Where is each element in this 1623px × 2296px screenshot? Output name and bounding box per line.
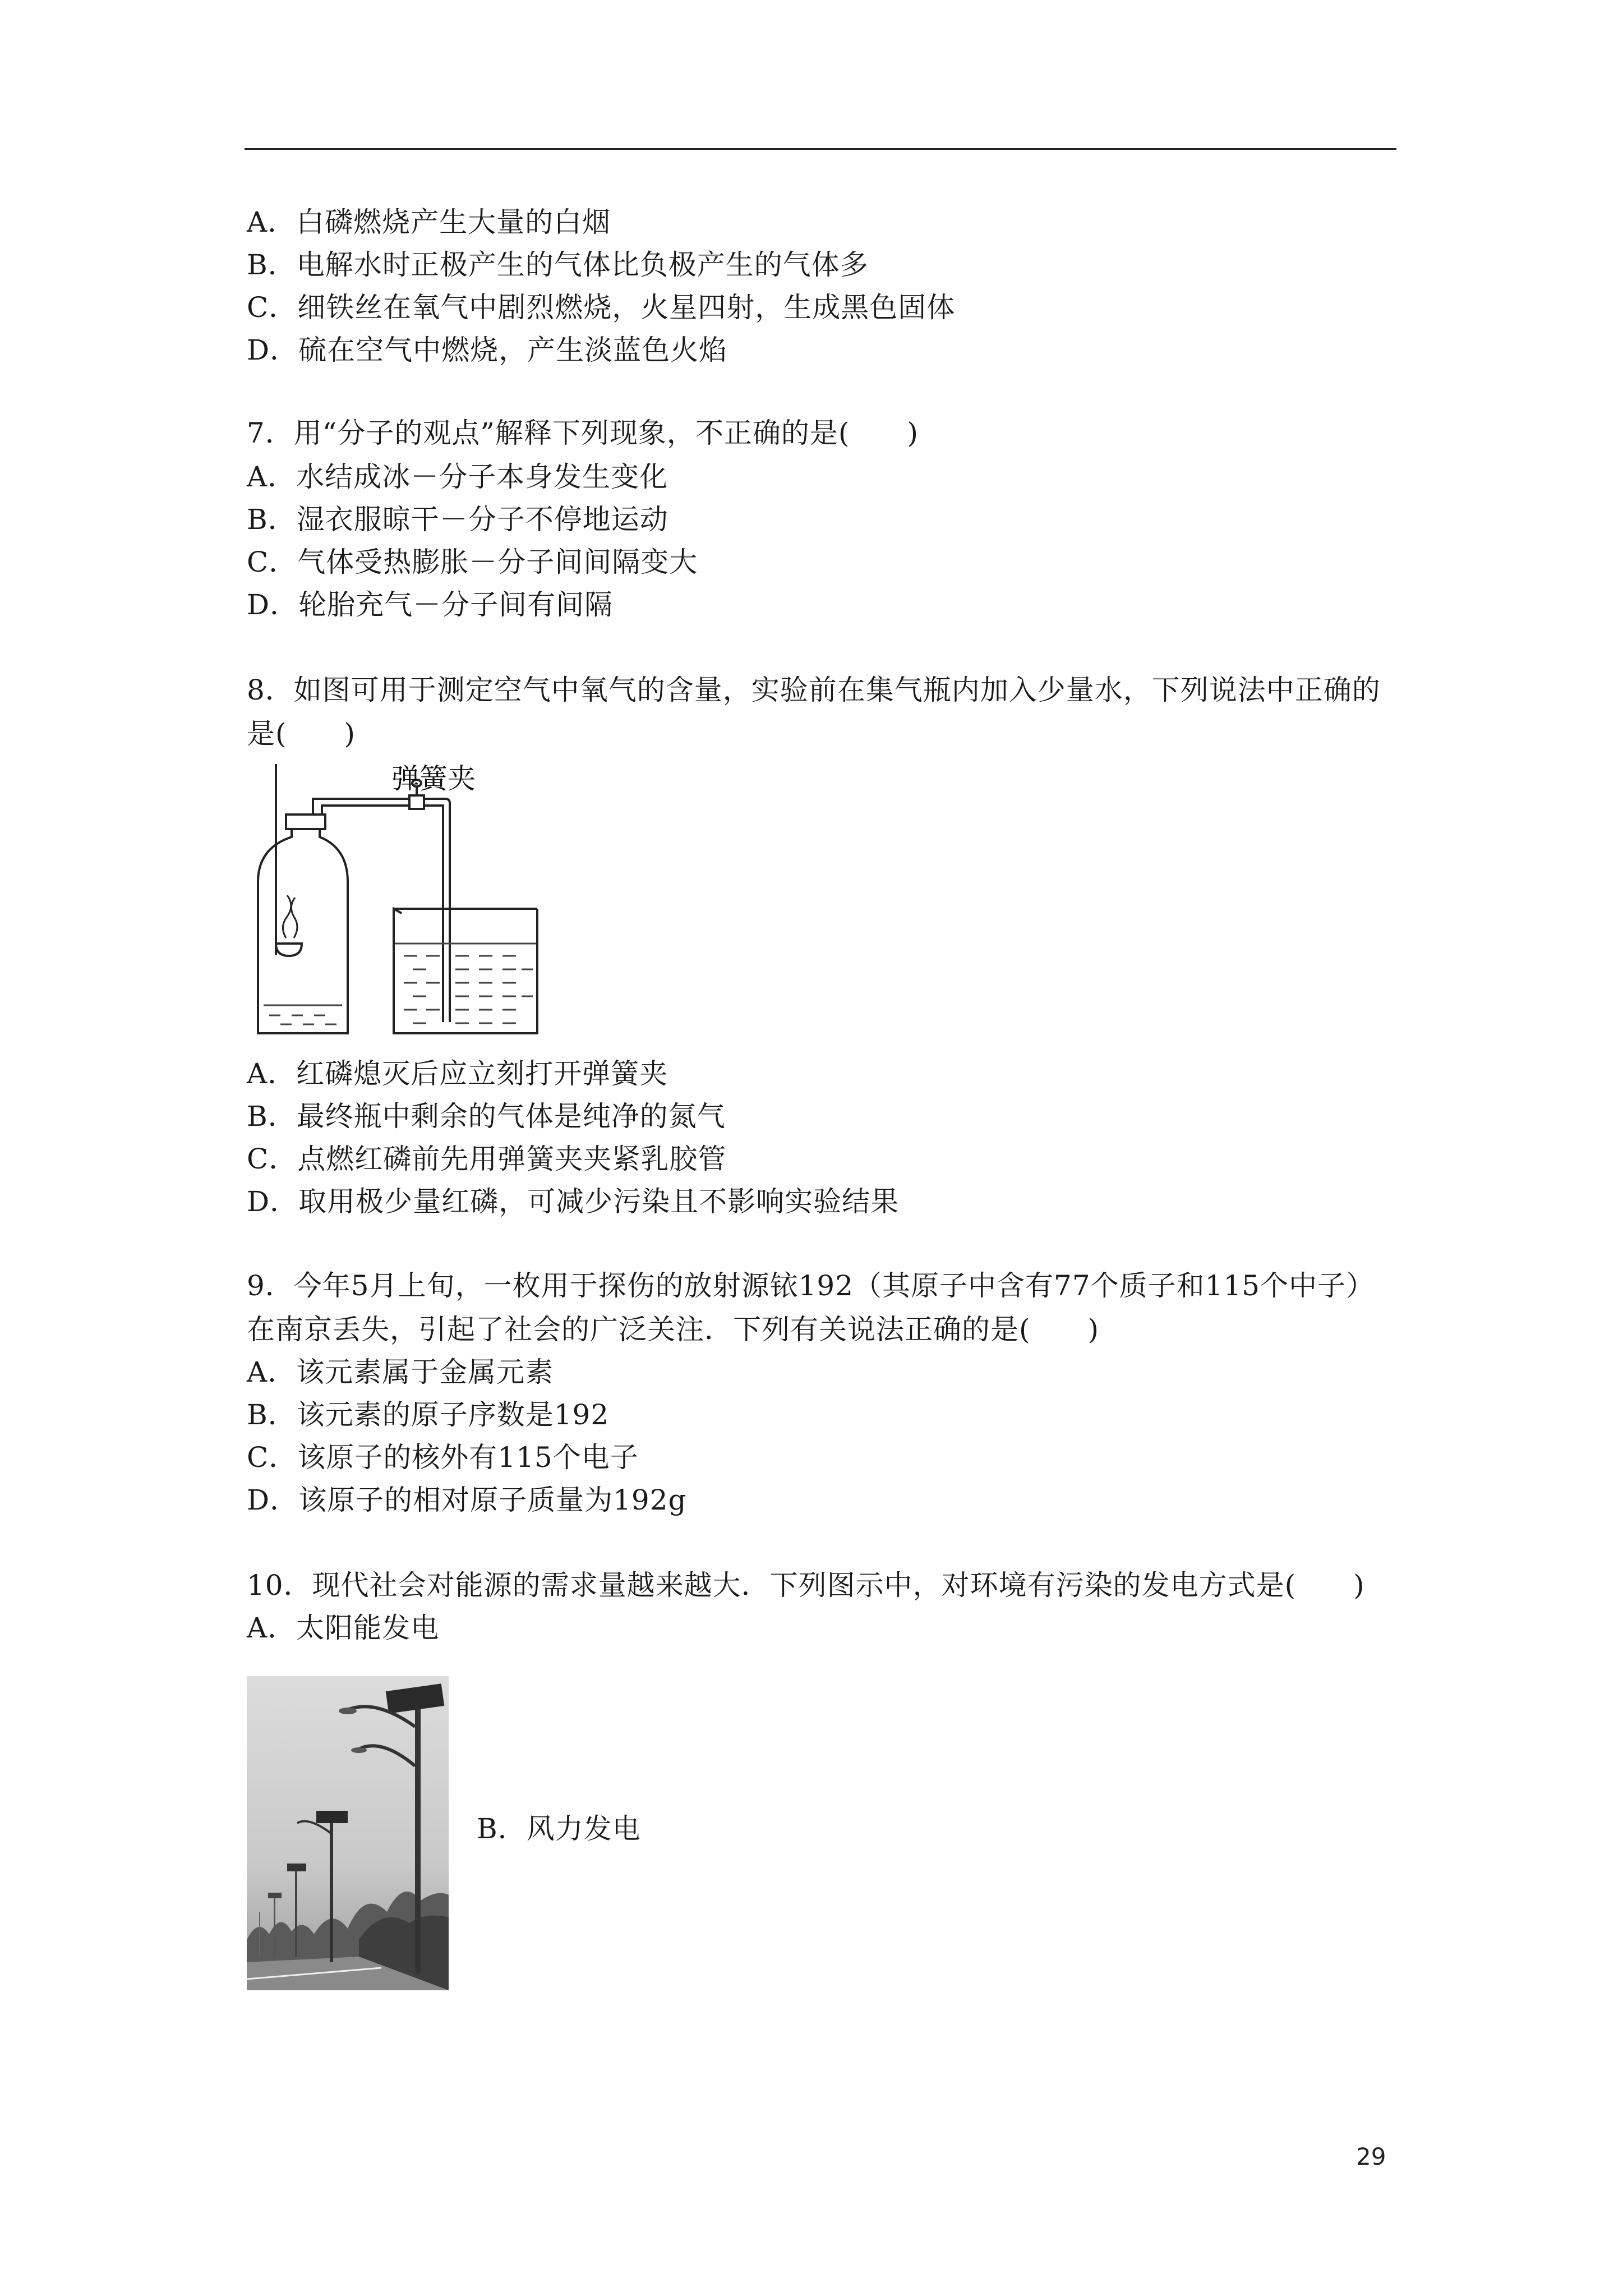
header-rule xyxy=(245,148,1396,150)
q6-option-a: A．白磷燃烧产生大量的白烟 xyxy=(247,206,611,238)
solar-streetlight-image xyxy=(247,1676,449,1990)
q7-option-d: D．轮胎充气－分子间有间隔 xyxy=(247,588,614,621)
q6-option-c: C．细铁丝在氧气中剧烈燃烧，火星四射，生成黑色固体 xyxy=(247,291,956,324)
q6-option-b: B．电解水时正极产生的气体比负极产生的气体多 xyxy=(247,249,869,281)
q8-option-c: C．点燃红磷前先用弹簧夹夹紧乳胶管 xyxy=(247,1143,727,1175)
q9-option-d: D．该原子的相对原子质量为192g xyxy=(247,1484,687,1516)
q6-option-d: D．硫在空气中燃烧，产生淡蓝色火焰 xyxy=(247,334,728,366)
q9-stem-line2: 在南京丢失，引起了社会的广泛关注．下列有关说法正确的是( ) xyxy=(247,1313,1100,1346)
q7-stem: 7．用“分子的观点”解释下列现象，不正确的是( ) xyxy=(247,417,919,449)
oxygen-apparatus-figure xyxy=(247,758,561,1045)
q10-option-b: B．风力发电 xyxy=(477,1812,641,1845)
q9-option-c: C．该原子的核外有115个电子 xyxy=(247,1441,639,1474)
spring-clip-label: 弹簧夹 xyxy=(391,762,476,795)
apparatus-diagram xyxy=(247,758,561,1045)
q8-stem-line1: 8．如图可用于测定空气中氧气的含量，实验前在集气瓶内加入少量水，下列说法中正确的 xyxy=(247,674,1381,706)
q8-option-b: B．最终瓶中剩余的气体是纯净的氮气 xyxy=(247,1100,726,1133)
q10-stem: 10．现代社会对能源的需求量越来越大．下列图示中，对环境有污染的发电方式是( ) xyxy=(247,1569,1365,1602)
q8-option-d: D．取用极少量红磷，可减少污染且不影响实验结果 xyxy=(247,1185,900,1218)
q9-option-a: A．该元素属于金属元素 xyxy=(247,1356,554,1388)
solar-streetlight-photo xyxy=(247,1676,449,1990)
q8-stem-line2: 是( ) xyxy=(247,717,356,750)
q7-option-c: C．气体受热膨胀－分子间间隔变大 xyxy=(247,546,698,578)
q7-option-a: A．水结成冰－分子本身发生变化 xyxy=(247,461,668,493)
q9-option-b: B．该元素的原子序数是192 xyxy=(247,1398,610,1431)
q9-stem-line1: 9．今年5月上旬，一枚用于探伤的放射源铱192（其原子中含有77个质子和115个中子） xyxy=(247,1269,1375,1302)
page-number: 29 xyxy=(1356,2143,1386,2170)
q7-option-b: B．湿衣服晾干－分子不停地运动 xyxy=(247,503,668,536)
q8-option-a: A．红磷熄灭后应立刻打开弹簧夹 xyxy=(247,1057,668,1090)
q10-option-a: A．太阳能发电 xyxy=(247,1612,440,1644)
